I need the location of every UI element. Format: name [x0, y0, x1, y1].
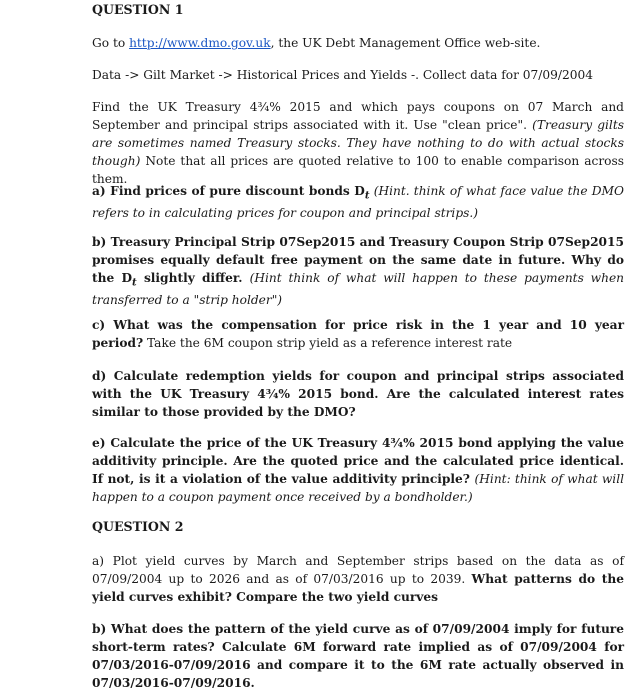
- q1-part-b: [92, 233, 624, 309]
- q1-part-a: [92, 182, 624, 222]
- question-2-heading: QUESTION 2: [92, 519, 184, 534]
- goto-prefix: Go to: [92, 36, 130, 50]
- q1a-subscript: t: [364, 189, 370, 202]
- dmo-link[interactable]: http://www.dmo.gov.uk: [129, 36, 271, 50]
- q1a-hint: (Hint. think of what face value the DMO refers to in calculating prices for coupon and principal strips.): [92, 184, 624, 221]
- q1-part-e: [92, 434, 624, 506]
- data-path-line: Data -> Gilt Market -> Historical Prices and Yields -. Collect data for 07/09/2004: [92, 68, 594, 82]
- q2-part-a: [92, 552, 624, 606]
- find-note: Note that all prices are quoted relative to 100 to enable comparison across them.: [92, 154, 624, 186]
- q1e-question: e) Calculate the price of the UK Treasury 4¾% 2015 bond applying the value additivity principle. Are the quoted price and the calculated price identical. If not, is it a violation of the value additivity principle?: [92, 436, 624, 486]
- q1a-question: a) Find prices of pure discount bonds D: [92, 184, 365, 198]
- q2a-text: a) Plot yield curves by March and September strips based on the data as of 07/09/2004 up to 2026 and as of 07/03/2016 up to 2039.: [92, 554, 624, 586]
- q1-part-d: d) Calculate redemption yields for coupon and principal strips associated with the UK Treasury 4¾% 2015 bond. Are the calculated interest rates similar to those provided by the DMO?: [92, 369, 624, 419]
- q1e-hint: (Hint: think of what will happen to a coupon payment once received by a bondholder.): [92, 472, 624, 504]
- q1c-note: Take the 6M coupon strip yield as a reference interest rate: [143, 336, 513, 350]
- q1b-question: b) Treasury Principal Strip 07Sep2015 and Treasury Coupon Strip 07Sep2015 promises equally default free payment on the same date in future. Why do the D: [92, 235, 624, 285]
- find-instructions: [92, 98, 624, 188]
- q1-part-c: [92, 316, 624, 352]
- goto-suffix: , the UK Debt Management Office web-site.: [270, 36, 541, 50]
- q1b-hint: (Hint think of what will happen to these payments when transferred to a "strip holder"): [92, 271, 625, 308]
- find-text: Find the UK Treasury 4¾% 2015 and which pays coupons on 07 March and September and principal strips associated with it. Use "clean price".: [92, 100, 624, 132]
- q2a-question: What patterns do the yield curves exhibit? Compare the two yield curves: [92, 572, 624, 604]
- goto-line: [92, 34, 624, 52]
- q1c-question: c) What was the compensation for price risk in the 1 year and 10 year period?: [92, 318, 624, 350]
- q1b-question-tail: slightly differ.: [136, 271, 250, 285]
- q2-part-b: b) What does the pattern of the yield curve as of 07/09/2004 imply for future short-term rates? Calculate 6M forward rate implied as of 07/09/2004 for 07/03/2016-07/09/2016 and compare it to the 6M rate actually observed in 07/03/2016-07/09/2016.: [92, 622, 624, 690]
- question-1-heading: QUESTION 1: [92, 2, 184, 17]
- q1b-subscript: t: [132, 276, 137, 289]
- find-hint: (Treasury gilts are sometimes named Treasury stocks. They have nothing to do with actual stocks though): [92, 118, 624, 168]
